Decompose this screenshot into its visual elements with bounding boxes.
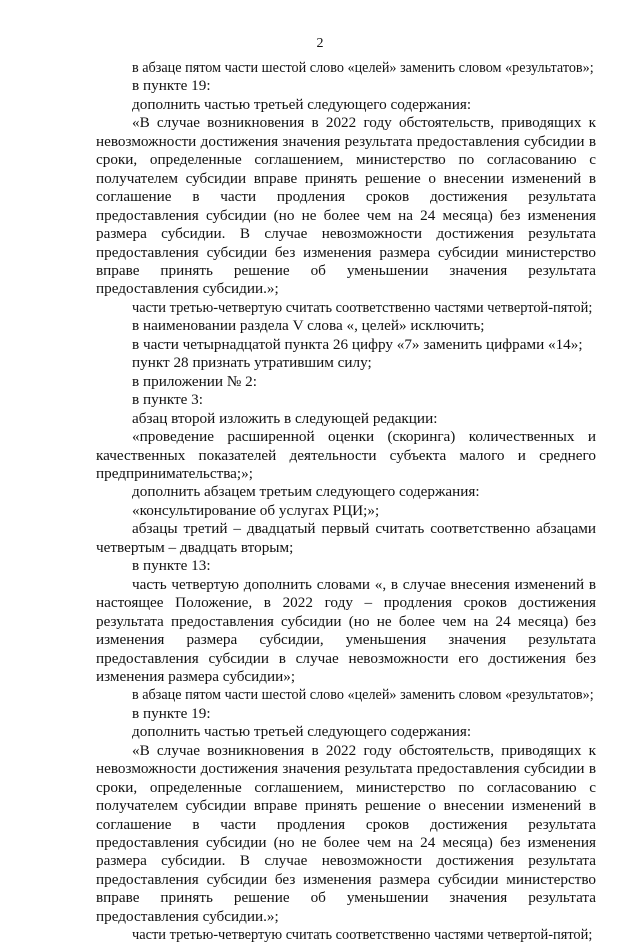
paragraph: в приложении № 2:	[132, 372, 257, 390]
paragraph: абзац второй изложить в следующей редакции:	[132, 409, 438, 427]
document-body	[96, 59, 596, 945]
paragraph: в пункте 19:	[132, 77, 211, 95]
paragraph: дополнить абзацем третьим следующего содержания:	[132, 483, 480, 501]
paragraph: «проведение расширенной оценки (скоринга) количественных и качественных показателей деятельности субъекта малого и среднего предпринимательства;»;	[96, 428, 596, 482]
paragraph: в абзаце пятом части шестой слово «целей» заменить словом «результатов»;	[132, 687, 594, 704]
page-number: 2	[316, 36, 324, 51]
paragraph: дополнить частью третьей следующего содержания:	[132, 95, 472, 113]
paragraph: часть четвертую дополнить словами «, в случае внесения изменений в настоящее Положение, в 2022 году – продления сроков достижения результата предоставления субсидии (но не более чем на 24 месяца) без изменения размера субсидии, уменьшения значения результата предоставления субсидии в случае невозможности его достижения без изменения размера субсидии»;	[96, 575, 596, 685]
paragraph: дополнить частью третьей следующего содержания:	[132, 723, 472, 741]
paragraph: части третью-четвертую считать соответственно частями четвертой-пятой;	[132, 299, 593, 316]
paragraph: абзацы третий – двадцатый первый считать соответственно абзацами четвертым – двадцать вторым;	[96, 520, 596, 556]
paragraph: «консультирование об услугах РЦИ;»;	[132, 501, 380, 519]
paragraph: части третью-четвертую считать соответственно частями четвертой-пятой;	[132, 927, 593, 944]
paragraph: пункт 28 признать утратившим силу;	[132, 354, 372, 372]
paragraph: в пункте 19:	[132, 704, 211, 722]
paragraph: в пункте 3:	[132, 391, 203, 409]
paragraph: в наименовании раздела V слова «, целей» исключить;	[132, 317, 485, 335]
paragraph: в части четырнадцатой пункта 26 цифру «7» заменить цифрами «14»;	[132, 335, 583, 353]
paragraph: «В случае возникновения в 2022 году обстоятельств, приводящих к невозможности достижения значения результата предоставления субсидии в сроки, определенные соглашением, министерство по согласованию с получателем субсидии вправе принять решение о внесении изменений в соглашение в части продления сроков достижения результата предоставления субсидии (но не более чем на 24 месяца) без изменения размера субсидии. В случае невозможности достижения результата предоставления субсидии без изменения размера субсидии министерство вправе принять решение об уменьшении значения результата предоставления субсидии.»;	[96, 741, 596, 925]
paragraph: в абзаце пятом части шестой слово «целей» заменить словом «результатов»;	[132, 60, 594, 76]
paragraph: в пункте 13:	[132, 557, 211, 575]
paragraph: «В случае возникновения в 2022 году обстоятельств, приводящих к невозможности достижения значения результата предоставления субсидии в сроки, определенные соглашением, министерство по согласованию с получателем субсидии вправе принять решение о внесении изменений в соглашение в части продления сроков достижения результата предоставления субсидии (но не более чем на 24 месяца) без изменения размера субсидии. В случае невозможности достижения результата предоставления субсидии без изменения размера субсидии министерство вправе принять решение об уменьшении значения результата предоставления субсидии.»;	[96, 114, 596, 298]
